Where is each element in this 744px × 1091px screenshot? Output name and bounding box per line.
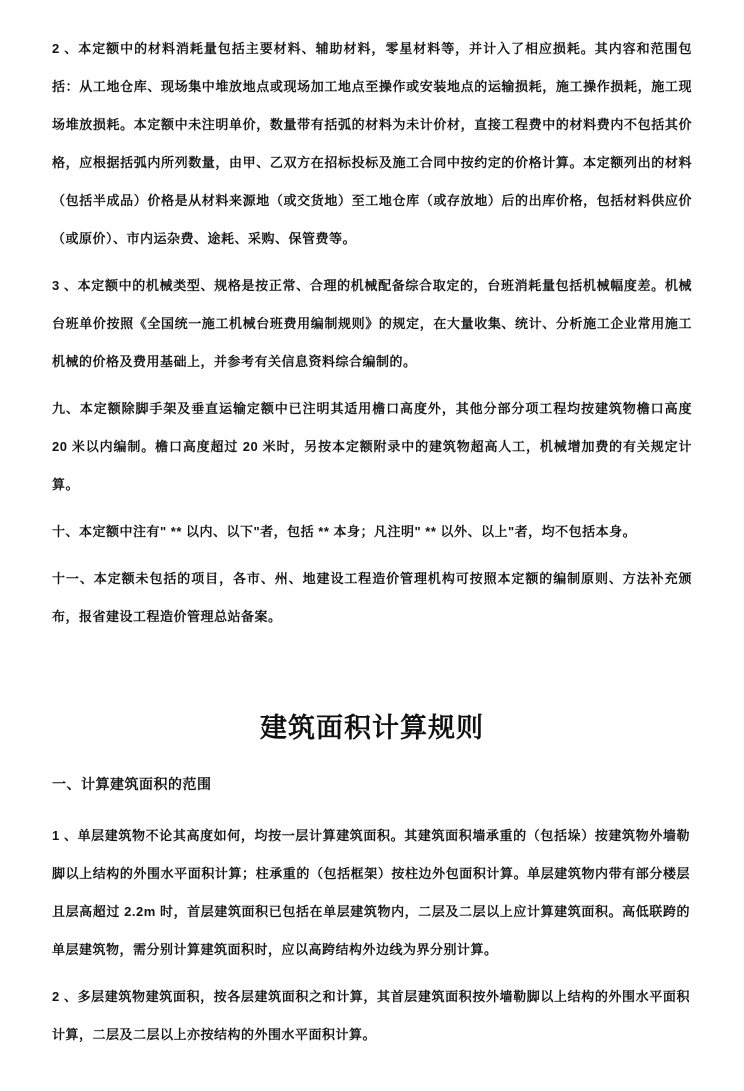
page-title: 建筑面积计算规则	[260, 713, 484, 743]
paragraph-eave-height: 九、本定额除脚手架及垂直运输定额中已注明其适用檐口高度外，其他分部分项工程均按建筑物檐口高度 20 米以内编制。檐口高度超过 20 米时，另按本定额附录中的建筑物超高人工，机械增加费的有关规定计算。	[52, 401, 692, 492]
paragraph-multi-storey-building: 2 、多层建筑物建筑面积，按各层建筑面积之和计算，其首层建筑面积按外墙勒脚以上结构的外围水平面积计算，二层及二层以上亦按结构的外围水平面积计算。	[52, 989, 690, 1042]
section-heading-calculation-scope: 一、计算建筑面积的范围	[52, 776, 212, 792]
paragraph-material-consumption: 2 、本定额中的材料消耗量包括主要材料、辅助材料，零星材料等，并计入了相应损耗。其内容和范围包括：从工地仓库、现场集中堆放地点或现场加工地点至操作或安装地点的运输损耗，施工操作损耗，施工现场堆放损耗。本定额中未注明单价，数量带有括弧的材料为未计价材，直接工程费中的材料费内不包括其价格，应根据括弧内所列数量，由甲、乙双方在招标投标及施工合同中按约定的价格计算。本定额列出的材料（包括半成品）价格是从材料来源地（或交货地）至工地仓库（或存放地）后的出库价格，包括材料供应价（或原价）、市内运杂费、途耗、采购、保管费等。	[52, 41, 692, 246]
paragraph-single-storey-building: 1 、单层建筑物不论其高度如何，均按一层计算建筑面积。其建筑面积墙承重的（包括垛）按建筑物外墙勒脚以上结构的外围水平面积计算；柱承重的（包括框架）按柱边外包面积计算。单层建筑物内带有部分楼层且层高超过 2.2m 时，首层建筑面积已包括在单层建筑物内，二层及二层以上应计算建筑面积。高低联跨的单层建筑物，需分别计算建筑面积时，应以高跨结构外边线为界分别计算。	[52, 828, 690, 957]
paragraph-inclusive-terms: 十、本定额中注有" ** 以内、以下"者，包括 ** 本身；凡注明" ** 以外、以上"者，均不包括本身。	[52, 524, 637, 539]
paragraph-uncovered-items: 十一、本定额未包括的项目，各市、州、地建设工程造价管理机构可按照本定额的编制原则、方法补充颁布，报省建设工程造价管理总站备案。	[52, 571, 692, 624]
paragraph-machinery-quota: 3 、本定额中的机械类型、规格是按正常、合理的机械配备综合取定的，台班消耗量包括机械幅度差。机械台班单价按照《全国统一施工机械台班费用编制规则》的规定，在大量收集、统计、分析施工企业常用施工机械的价格及费用基础上，并参考有关信息资料综合编制的。	[52, 278, 692, 369]
